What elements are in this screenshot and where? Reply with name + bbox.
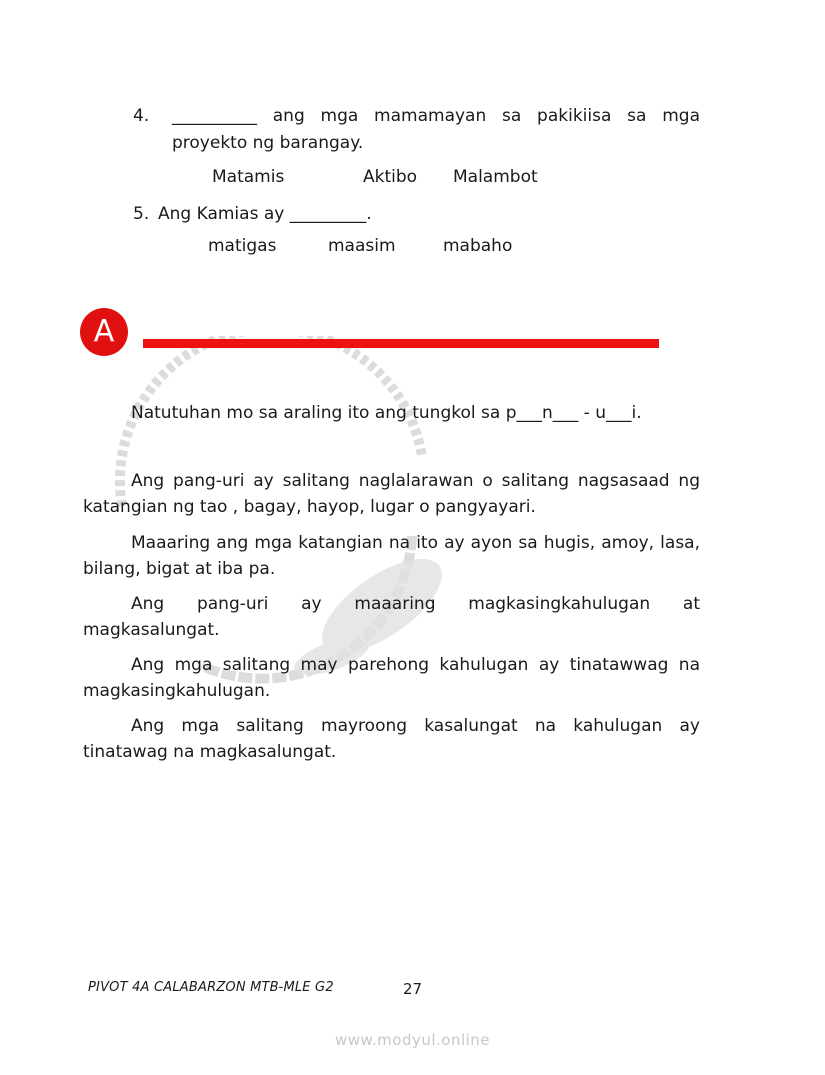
- paragraph: [83, 530, 700, 582]
- paragraph: [83, 713, 700, 765]
- intro-line: [83, 400, 700, 426]
- paragraph: [83, 468, 700, 520]
- item-text: __________ ang mga mamamayan sa pakikiisa sa mga: [172, 106, 700, 126]
- choice: Aktibo: [363, 167, 418, 187]
- item-text: proyekto ng barangay.: [172, 133, 364, 153]
- choice: Matamis: [212, 167, 285, 187]
- paragraph-text: Ang mga salitang may parehong kahulugan ay tinatawwag na magkasingkahulugan.: [83, 655, 700, 701]
- website-link[interactable]: www.modyul.online: [334, 1031, 491, 1049]
- paragraph: [83, 591, 700, 643]
- item-number: 5.: [133, 204, 150, 224]
- item-text: Ang Kamias ay _________.: [158, 204, 372, 224]
- choice: maasim: [328, 236, 396, 256]
- choice: Malambot: [453, 167, 538, 187]
- choice: mabaho: [443, 236, 513, 256]
- item-number: 4.: [133, 106, 150, 126]
- paragraph-text: Ang pang-uri ay maaaring magkasingkahulugan at magkasalungat.: [83, 594, 700, 640]
- paragraph: [83, 652, 700, 704]
- page-number: 27: [403, 980, 423, 998]
- footer-title: PIVOT 4A CALABARZON MTB-MLE G2: [88, 980, 334, 995]
- intro-text: Natutuhan mo sa araling ito ang tungkol sa p___n___ - u___i.: [131, 403, 642, 423]
- paragraph-text: Ang mga salitang mayroong kasalungat na kahulugan ay tinatawag na magkasalungat.: [83, 716, 700, 762]
- paragraph-text: Ang pang-uri ay salitang naglalarawan o salitang nagsasaad ng katangian ng tao , bagay, hayop, lugar o pangyayari.: [83, 471, 700, 517]
- section-badge: A: [80, 308, 128, 356]
- section-divider: [143, 339, 659, 348]
- choice: matigas: [208, 236, 277, 256]
- paragraph-text: Maaaring ang mga katangian na ito ay ayon sa hugis, amoy, lasa, bilang, bigat at iba pa.: [83, 533, 700, 579]
